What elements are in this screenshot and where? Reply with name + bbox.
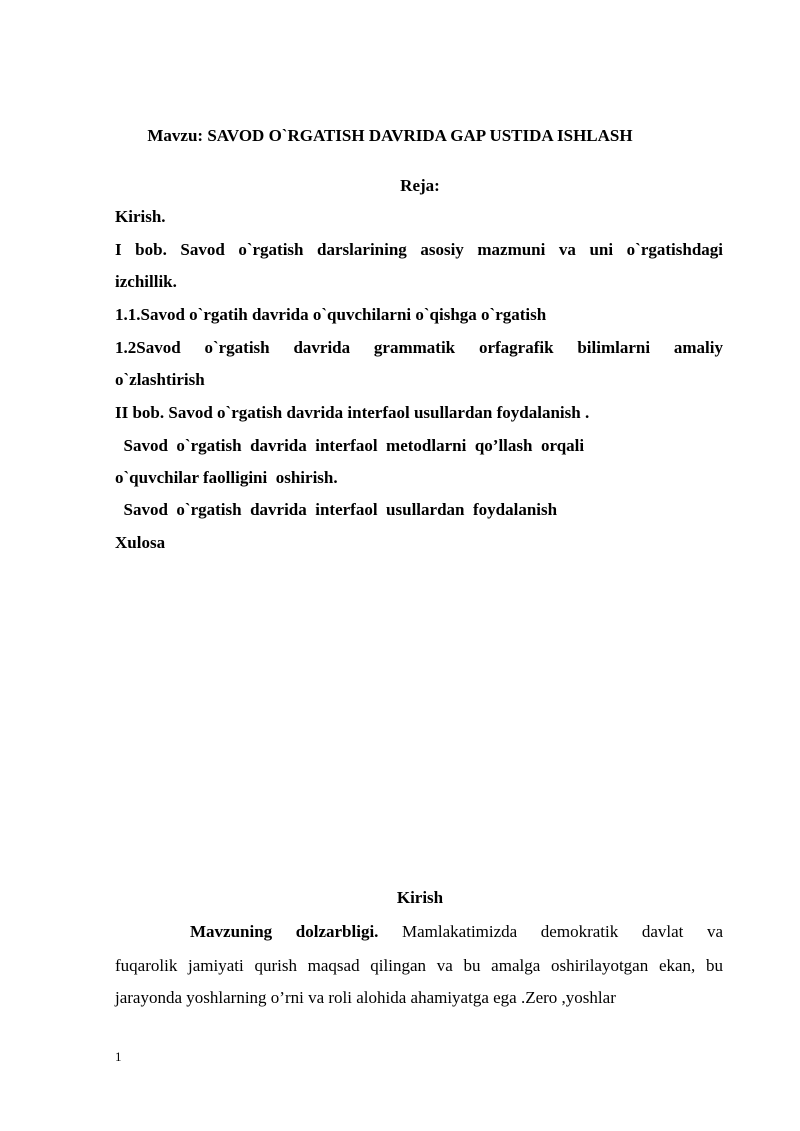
plan-item-section-1-2-line2: o`zlashtirish <box>115 370 205 389</box>
intro-paragraph-line1 <box>190 922 723 942</box>
plan-item-conclusion: Xulosa <box>115 533 166 552</box>
plan-item-section-1-1: 1.1.Savod o`rgatih davrida o`quvchilarni o`qishga o`rgatish <box>115 305 547 324</box>
plan-item-section-2-2: Savod o`rgatish davrida interfaol usullardan foydalanish <box>115 500 558 519</box>
plan-item-chapter2: II bob. Savod o`rgatish davrida interfaol usullardan foydalanish . <box>115 403 590 422</box>
intro-paragraph-line2: fuqarolik jamiyati qurish maqsad qilingan va bu amalga oshirilayotgan ekan, bu <box>115 956 723 975</box>
intro-paragraph-line3: jarayonda yoshlarning o’rni va roli alohida ahamiyatga ega .Zero ,yoshlar <box>115 988 616 1007</box>
plan-item-intro: Kirish. <box>115 207 166 226</box>
section-heading-intro: Kirish <box>396 888 444 907</box>
intro-line1-text: Mamlakatimizda demokratik davlat va <box>378 922 723 941</box>
document-title: Mavzu: SAVOD O`RGATISH DAVRIDA GAP USTIDA ISHLASH <box>147 126 633 145</box>
plan-item-chapter1-line2: izchillik. <box>115 272 177 291</box>
intro-lead-bold: Mavzuning dolzarbligi. <box>190 922 379 941</box>
plan-item-section-1-2-line1: 1.2Savod o`rgatish davrida grammatik orfagrafik bilimlarni amaliy <box>115 338 723 357</box>
plan-item-section-2-1-line1: Savod o`rgatish davrida interfaol metodlarni qo’llash orqali <box>115 436 585 455</box>
plan-heading: Reja: <box>400 176 440 195</box>
plan-item-section-2-1-line2: o`quvchilar faolligini oshirish. <box>115 468 338 487</box>
page-number: 1 <box>115 1049 122 1064</box>
plan-item-chapter1-line1: I bob. Savod o`rgatish darslarining asosiy mazmuni va uni o`rgatishdagi <box>115 240 723 259</box>
